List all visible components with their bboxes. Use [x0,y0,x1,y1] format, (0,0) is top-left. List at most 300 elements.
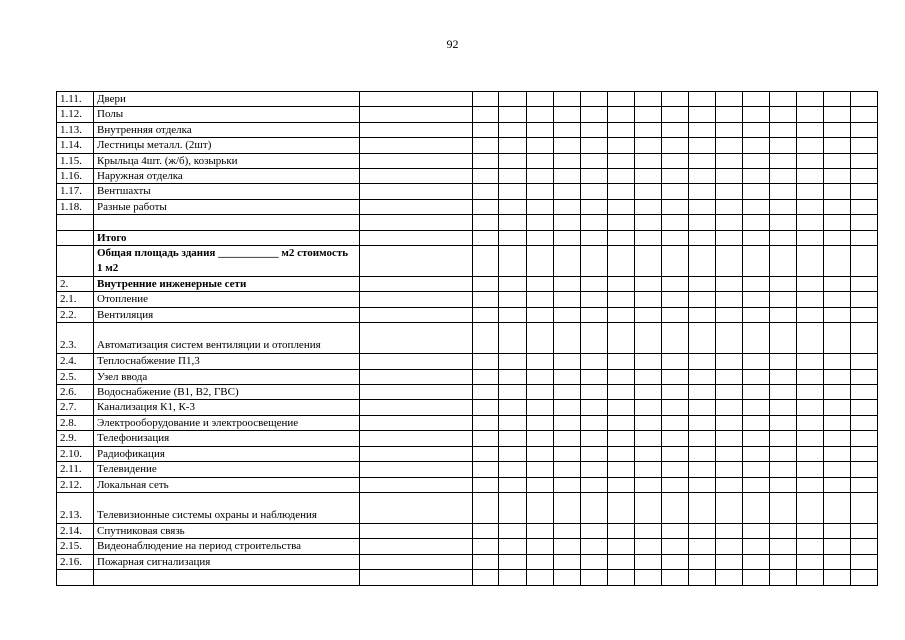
value-cell [608,400,635,415]
value-cell [527,292,554,307]
value-cell [662,446,689,461]
value-cell [770,385,797,400]
value-cell [797,292,824,307]
value-cell [743,446,770,461]
row-number: 1.12. [57,107,94,122]
value-cell [608,230,635,245]
value-cell [662,169,689,184]
value-cell [608,122,635,137]
value-cell [360,492,473,523]
value-cell [635,477,662,492]
value-cell [851,153,878,168]
value-cell [635,122,662,137]
value-cell [527,230,554,245]
value-cell [499,169,527,184]
value-cell [554,184,581,199]
value-cell [581,122,608,137]
value-cell [770,554,797,569]
value-cell [360,230,473,245]
value-cell [716,539,743,554]
value-cell [770,169,797,184]
table-row [57,169,878,184]
value-cell [360,153,473,168]
value-cell [581,400,608,415]
value-cell [608,92,635,107]
value-cell [743,462,770,477]
value-cell [635,277,662,292]
value-cell [473,92,499,107]
value-cell [635,153,662,168]
value-cell [473,215,499,230]
table-row [57,230,878,245]
row-label: Наружная отделка [94,169,360,184]
row-number [57,230,94,245]
table-row [57,431,878,446]
value-cell [499,415,527,430]
value-cell [608,492,635,523]
value-cell [824,199,851,214]
value-cell [662,307,689,322]
value-cell [689,400,716,415]
value-cell [662,539,689,554]
value-cell [527,369,554,384]
table-row [57,415,878,430]
value-cell [473,539,499,554]
value-cell [527,277,554,292]
table-row [57,184,878,199]
value-cell [662,246,689,277]
row-number: 1.11. [57,92,94,107]
row-number: 2.16. [57,554,94,569]
value-cell [743,354,770,369]
value-cell [824,462,851,477]
row-label: Электрооборудование и электроосвещение [94,415,360,430]
value-cell [360,462,473,477]
value-cell [581,462,608,477]
row-number: 2.15. [57,539,94,554]
row-number: 2.11. [57,462,94,477]
value-cell [689,215,716,230]
value-cell [743,153,770,168]
value-cell [608,462,635,477]
value-cell [824,92,851,107]
value-cell [635,199,662,214]
value-cell [554,277,581,292]
value-cell [360,554,473,569]
value-cell [797,92,824,107]
value-cell [743,539,770,554]
value-cell [689,184,716,199]
row-number: 2.10. [57,446,94,461]
value-cell [635,138,662,153]
value-cell [770,92,797,107]
value-cell [797,230,824,245]
value-cell [608,277,635,292]
row-label: Крыльца 4шт. (ж/б), козырьки [94,153,360,168]
value-cell [743,369,770,384]
value-cell [797,570,824,585]
value-cell [824,292,851,307]
value-cell [689,307,716,322]
value-cell [743,400,770,415]
row-label: Водоснабжение (В1, В2, ГВС) [94,385,360,400]
value-cell [743,292,770,307]
value-cell [581,431,608,446]
value-cell [499,400,527,415]
value-cell [716,230,743,245]
value-cell [662,122,689,137]
value-cell [716,122,743,137]
value-cell [662,215,689,230]
value-cell [716,369,743,384]
value-cell [499,539,527,554]
value-cell [716,570,743,585]
value-cell [473,277,499,292]
value-cell [716,431,743,446]
value-cell [824,184,851,199]
row-number [57,570,94,585]
table-row [57,122,878,137]
row-number: 1.16. [57,169,94,184]
value-cell [635,184,662,199]
value-cell [743,122,770,137]
value-cell [581,199,608,214]
value-cell [824,277,851,292]
value-cell [662,199,689,214]
value-cell [743,415,770,430]
value-cell [635,292,662,307]
value-cell [360,199,473,214]
value-cell [581,169,608,184]
value-cell [689,92,716,107]
value-cell [499,554,527,569]
table-row [57,523,878,538]
value-cell [851,554,878,569]
value-cell [527,539,554,554]
value-cell [689,369,716,384]
value-cell [635,323,662,354]
value-cell [499,92,527,107]
value-cell [851,492,878,523]
table-row [57,570,878,585]
value-cell [743,246,770,277]
value-cell [824,415,851,430]
value-cell [635,354,662,369]
value-cell [716,477,743,492]
table-row [57,153,878,168]
value-cell [554,400,581,415]
value-cell [360,431,473,446]
value-cell [797,169,824,184]
value-cell [554,153,581,168]
value-cell [360,477,473,492]
table-row [57,199,878,214]
value-cell [473,169,499,184]
value-cell [581,92,608,107]
value-cell [662,385,689,400]
value-cell [851,415,878,430]
value-cell [770,369,797,384]
value-cell [716,199,743,214]
value-cell [662,492,689,523]
value-cell [581,354,608,369]
row-label: Внутренняя отделка [94,122,360,137]
value-cell [797,523,824,538]
value-cell [499,462,527,477]
value-cell [716,277,743,292]
value-cell [581,554,608,569]
value-cell [743,92,770,107]
value-cell [473,415,499,430]
value-cell [797,369,824,384]
row-number: 1.13. [57,122,94,137]
value-cell [499,431,527,446]
value-cell [527,92,554,107]
value-cell [797,354,824,369]
value-cell [554,246,581,277]
row-label: Разные работы [94,199,360,214]
value-cell [499,492,527,523]
value-cell [770,122,797,137]
value-cell [554,554,581,569]
value-cell [797,415,824,430]
row-label: Пожарная сигнализация [94,554,360,569]
value-cell [581,107,608,122]
value-cell [554,292,581,307]
row-label: Итого [94,230,360,245]
value-cell [499,385,527,400]
value-cell [662,523,689,538]
value-cell [581,153,608,168]
value-cell [527,307,554,322]
value-cell [689,138,716,153]
value-cell [662,462,689,477]
value-cell [608,523,635,538]
value-cell [635,446,662,461]
value-cell [716,184,743,199]
row-label: Лестницы металл. (2шт) [94,138,360,153]
value-cell [662,354,689,369]
value-cell [797,477,824,492]
row-label: Телевидение [94,462,360,477]
row-number [57,246,94,277]
value-cell [824,400,851,415]
value-cell [770,292,797,307]
value-cell [360,323,473,354]
value-cell [689,153,716,168]
table-row [57,400,878,415]
value-cell [743,215,770,230]
table-row [57,539,878,554]
value-cell [581,446,608,461]
row-label: Двери [94,92,360,107]
value-cell [824,523,851,538]
table-row [57,554,878,569]
value-cell [554,323,581,354]
table-row [57,462,878,477]
value-cell [527,400,554,415]
value-cell [608,570,635,585]
value-cell [608,477,635,492]
value-cell [716,107,743,122]
value-cell [554,369,581,384]
value-cell [608,153,635,168]
row-label [94,570,360,585]
value-cell [689,292,716,307]
value-cell [824,539,851,554]
value-cell [360,415,473,430]
value-cell [770,446,797,461]
value-cell [527,199,554,214]
value-cell [824,215,851,230]
value-cell [851,92,878,107]
value-cell [851,138,878,153]
value-cell [554,122,581,137]
value-cell [770,138,797,153]
value-cell [770,462,797,477]
value-cell [824,307,851,322]
value-cell [689,246,716,277]
value-cell [797,446,824,461]
value-cell [770,184,797,199]
value-cell [797,431,824,446]
value-cell [360,369,473,384]
value-cell [581,323,608,354]
value-cell [743,554,770,569]
value-cell [689,122,716,137]
value-cell [797,492,824,523]
value-cell [473,570,499,585]
value-cell [360,446,473,461]
value-cell [554,307,581,322]
value-cell [851,122,878,137]
value-cell [743,323,770,354]
value-cell [851,199,878,214]
value-cell [554,169,581,184]
value-cell [851,400,878,415]
row-number: 2.12. [57,477,94,492]
cost-estimate-table [56,91,878,586]
value-cell [473,462,499,477]
value-cell [499,215,527,230]
value-cell [824,431,851,446]
value-cell [554,138,581,153]
value-cell [608,184,635,199]
value-cell [689,354,716,369]
value-cell [608,431,635,446]
row-number: 2.6. [57,385,94,400]
value-cell [824,153,851,168]
value-cell [635,169,662,184]
value-cell [635,230,662,245]
value-cell [743,523,770,538]
value-cell [824,492,851,523]
value-cell [635,492,662,523]
value-cell [527,323,554,354]
value-cell [824,369,851,384]
value-cell [473,292,499,307]
value-cell [527,385,554,400]
row-label: Вентшахты [94,184,360,199]
value-cell [689,446,716,461]
row-number: 2.2. [57,307,94,322]
value-cell [527,138,554,153]
value-cell [851,446,878,461]
row-number: 2.5. [57,369,94,384]
row-number: 2.4. [57,354,94,369]
value-cell [824,230,851,245]
value-cell [770,523,797,538]
value-cell [689,431,716,446]
value-cell [635,570,662,585]
row-label: Внутренние инженерные сети [94,277,360,292]
value-cell [581,492,608,523]
value-cell [743,277,770,292]
table-row [57,307,878,322]
value-cell [824,122,851,137]
value-cell [770,415,797,430]
table-row [57,292,878,307]
value-cell [527,169,554,184]
value-cell [554,415,581,430]
value-cell [581,184,608,199]
value-cell [499,307,527,322]
value-cell [581,523,608,538]
value-cell [716,138,743,153]
value-cell [824,477,851,492]
value-cell [635,307,662,322]
value-cell [797,122,824,137]
value-cell [360,354,473,369]
value-cell [527,570,554,585]
value-cell [743,570,770,585]
row-label: Отопление [94,292,360,307]
value-cell [851,169,878,184]
value-cell [473,107,499,122]
row-label: Локальная сеть [94,477,360,492]
value-cell [554,230,581,245]
value-cell [499,523,527,538]
value-cell [608,215,635,230]
value-cell [360,570,473,585]
value-cell [851,431,878,446]
value-cell [581,215,608,230]
value-cell [554,92,581,107]
value-cell [743,230,770,245]
value-cell [662,477,689,492]
value-cell [360,523,473,538]
value-cell [527,184,554,199]
value-cell [581,477,608,492]
value-cell [716,354,743,369]
value-cell [608,554,635,569]
value-cell [527,523,554,538]
value-cell [851,107,878,122]
row-number: 1.17. [57,184,94,199]
value-cell [608,354,635,369]
value-cell [797,153,824,168]
row-label [94,215,360,230]
value-cell [770,199,797,214]
value-cell [554,477,581,492]
row-number: 1.18. [57,199,94,214]
value-cell [716,323,743,354]
value-cell [473,477,499,492]
table-row [57,277,878,292]
value-cell [499,369,527,384]
row-label: Вентиляция [94,307,360,322]
value-cell [499,230,527,245]
